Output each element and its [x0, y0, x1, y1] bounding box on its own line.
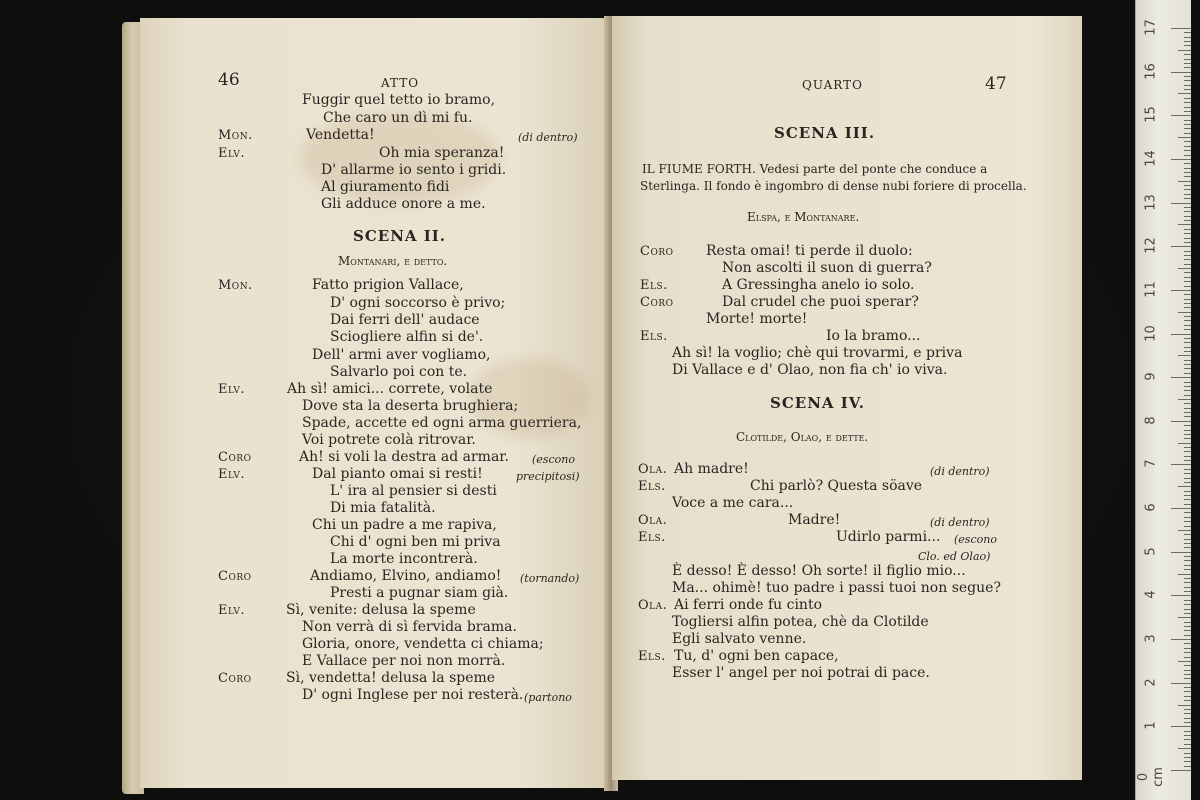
verse-line: Non ascolti il suon di guerra? [722, 260, 932, 276]
ruler-tick [1171, 508, 1191, 509]
ruler-tick [1184, 556, 1191, 557]
ruler-tick [1184, 560, 1191, 561]
ruler-tick [1184, 722, 1191, 723]
scene-characters: Elspa, e Montanare. [747, 210, 860, 224]
speaker-label: Elv. [218, 382, 246, 397]
ruler-tick [1184, 360, 1191, 361]
left-page [140, 18, 610, 788]
ruler-tick [1184, 329, 1191, 330]
verse-line: Gloria, onore, vendetta ci chiama; [302, 636, 544, 652]
ruler-number: 8 [1143, 416, 1159, 425]
ruler-tick [1184, 578, 1191, 579]
ruler-tick [1184, 85, 1191, 86]
ruler-tick [1178, 617, 1191, 618]
ruler-tick [1184, 626, 1191, 627]
ruler-tick [1184, 264, 1191, 265]
verse-line: Non verrà di sì fervida brama. [302, 619, 517, 635]
ruler-tick [1184, 670, 1191, 671]
ruler-tick [1184, 613, 1191, 614]
ruler-number: 13 [1143, 193, 1159, 211]
ruler-tick [1184, 89, 1191, 90]
ruler-tick [1171, 683, 1191, 684]
ruler-tick [1184, 325, 1191, 326]
ruler-number: 7 [1143, 459, 1159, 469]
ruler-tick [1184, 753, 1191, 754]
verse-line: A Gressingha anelo io solo. [722, 277, 915, 293]
ruler-tick [1184, 473, 1191, 474]
ruler-tick [1184, 635, 1191, 636]
stage-direction: (partono [524, 691, 572, 704]
verse-line: Fuggir quel tetto io bramo, [302, 92, 496, 108]
ruler-number: 3 [1143, 634, 1159, 643]
verse-line: Esser l' angel per noi potrai di pace. [672, 665, 930, 681]
ruler-tick [1178, 137, 1191, 138]
ruler-tick [1184, 272, 1191, 273]
speaker-label: Els. [640, 278, 668, 293]
speaker-label: Els. [640, 329, 668, 344]
verse-line: La morte incontrerà. [330, 551, 478, 567]
verse-line: Morte! morte! [706, 311, 808, 327]
ruler-tick [1184, 630, 1191, 631]
ruler-tick [1184, 124, 1191, 125]
ruler-tick [1184, 757, 1191, 758]
ruler-tick [1178, 93, 1191, 94]
ruler-tick [1171, 115, 1191, 116]
ruler-tick [1171, 334, 1191, 335]
ruler-tick [1184, 434, 1191, 435]
ruler-tick [1178, 574, 1191, 575]
ruler-tick [1184, 255, 1191, 256]
ruler-tick [1184, 107, 1191, 108]
verse-line: Dal crudel che puoi sperar? [722, 294, 919, 310]
verse-line: Chi d' ogni ben mi priva [330, 534, 501, 550]
ruler-tick [1178, 268, 1191, 269]
verse-line: Chi parlò? Questa söave [750, 478, 923, 494]
ruler-tick [1184, 59, 1191, 60]
ruler-tick [1184, 316, 1191, 317]
speaker-label: Coro [640, 295, 674, 310]
stage-direction: (tornando) [520, 572, 580, 585]
ruler-tick [1171, 159, 1191, 160]
ruler-tick [1184, 238, 1191, 239]
ruler-tick [1184, 687, 1191, 688]
ruler-tick [1184, 622, 1191, 623]
ruler-tick [1184, 696, 1191, 697]
ruler-tick [1184, 347, 1191, 348]
ruler-tick [1171, 377, 1191, 378]
verse-line: Sì, venite: delusa la speme [286, 602, 476, 618]
ruler-number: 1 [1143, 721, 1159, 730]
right-page [612, 16, 1082, 780]
page-number: 46 [218, 70, 240, 90]
speaker-label: Coro [218, 671, 252, 686]
verse-line: Vendetta! [306, 127, 375, 143]
verse-line: Dai ferri dell' audace [330, 312, 480, 328]
ruler-tick [1184, 526, 1191, 527]
scene-title: SCENA IV. [770, 394, 866, 412]
ruler-tick [1171, 464, 1191, 465]
stage-direction: precipitosi) [516, 470, 580, 483]
ruler-tick [1184, 700, 1191, 701]
stage-direction: (escono [532, 453, 575, 466]
ruler-tick [1171, 28, 1191, 29]
ruler-tick [1178, 530, 1191, 531]
speaker-label: Els. [638, 479, 666, 494]
ruler-tick [1184, 128, 1191, 129]
ruler-tick [1184, 652, 1191, 653]
stage-direction: (di dentro) [930, 465, 990, 478]
verse-line: L' ira al pensier si desti [330, 483, 497, 499]
ruler-tick [1184, 133, 1191, 134]
running-header: QUARTO [802, 78, 863, 92]
stage-direction: (di dentro) [930, 516, 990, 529]
ruler-tick [1184, 294, 1191, 295]
verse-line: Di Vallace e d' Olao, non fia ch' io viva. [672, 362, 948, 378]
speaker-label: Elv. [218, 467, 246, 482]
verse-line: Io la bramo... [826, 328, 921, 344]
ruler-number: 0 cm [1136, 767, 1166, 787]
ruler-tick [1184, 242, 1191, 243]
speaker-label: Ola. [638, 598, 668, 613]
ruler-tick [1184, 63, 1191, 64]
ruler-tick [1184, 342, 1191, 343]
ruler-tick [1184, 604, 1191, 605]
verse-line: Che caro un dì mi fu. [323, 110, 473, 126]
ruler-tick [1184, 259, 1191, 260]
speaker-label: Mon. [218, 278, 253, 293]
ruler-tick [1171, 290, 1191, 291]
ruler-tick [1184, 220, 1191, 221]
verse-line: Dal pianto omai si resti! [312, 466, 483, 482]
ruler-tick [1184, 368, 1191, 369]
ruler-tick [1184, 691, 1191, 692]
ruler-tick [1184, 438, 1191, 439]
ruler-tick [1184, 543, 1191, 544]
verse-line: Andiamo, Elvino, andiamo! [310, 568, 502, 584]
ruler-tick [1184, 67, 1191, 68]
speaker-label: Elv. [218, 146, 246, 161]
ruler-tick [1184, 491, 1191, 492]
ruler-tick [1184, 582, 1191, 583]
verse-line: Dell' armi aver vogliamo, [312, 347, 491, 363]
verse-line: Udirlo parmi... [836, 529, 941, 545]
scene-characters: Montanari, e detto. [338, 254, 448, 268]
ruler-tick [1171, 421, 1191, 422]
ruler-tick [1171, 726, 1191, 727]
ruler-tick [1184, 766, 1191, 767]
ruler-number: 12 [1143, 237, 1159, 255]
ruler-tick [1184, 338, 1191, 339]
ruler-tick [1184, 172, 1191, 173]
ruler-tick [1184, 713, 1191, 714]
ruler-tick [1184, 534, 1191, 535]
ruler-tick [1184, 731, 1191, 732]
ruler-tick [1178, 312, 1191, 313]
ruler-tick [1184, 229, 1191, 230]
ruler-number: 4 [1143, 590, 1159, 600]
ruler-number: 5 [1143, 547, 1159, 556]
scene-description: Sterlinga. Il fondo è ingombro di dense nubi foriere di procella. [640, 179, 1027, 193]
ruler-tick [1184, 189, 1191, 190]
speaker-label: Coro [218, 450, 252, 465]
scene-characters: Clotilde, Olao, e dette. [736, 430, 869, 444]
ruler-tick [1184, 674, 1191, 675]
ruler-number: 10 [1143, 324, 1159, 342]
ruler-tick [1178, 355, 1191, 356]
ruler-tick [1178, 224, 1191, 225]
verse-line: Tu, d' ogni ben capace, [674, 648, 839, 664]
verse-line: D' allarme io sento i gridi. [321, 162, 507, 178]
ruler-tick [1178, 50, 1191, 51]
ruler-tick [1184, 504, 1191, 505]
ruler-tick [1184, 233, 1191, 234]
stage-direction: (escono [954, 533, 997, 546]
ruler-tick [1184, 539, 1191, 540]
ruler-tick [1184, 185, 1191, 186]
ruler-tick [1184, 412, 1191, 413]
ruler-number: 15 [1143, 106, 1159, 124]
ruler-tick [1171, 639, 1191, 640]
ruler-tick [1184, 207, 1191, 208]
ruler-tick [1184, 41, 1191, 42]
verse-line: Ah madre! [674, 461, 749, 477]
ruler-tick [1184, 168, 1191, 169]
speaker-label: Elv. [218, 603, 246, 618]
speaker-label: Ola. [638, 462, 668, 477]
ruler-tick [1178, 486, 1191, 487]
verse-line: Togliersi alfin potea, chè da Clotilde [672, 614, 929, 630]
ruler-tick [1184, 373, 1191, 374]
ruler-tick [1184, 45, 1191, 46]
ruler-tick [1184, 403, 1191, 404]
ruler-tick [1184, 390, 1191, 391]
ruler-tick [1184, 303, 1191, 304]
verse-line: Ah! si voli la destra ad armar. [299, 449, 509, 465]
ruler-tick [1178, 399, 1191, 400]
ruler-tick [1184, 665, 1191, 666]
ruler-tick [1184, 460, 1191, 461]
speaker-label: Els. [638, 649, 666, 664]
verse-line: Voce a me cara... [672, 495, 794, 511]
verse-line: Sciogliere alfin si de'. [330, 329, 484, 345]
speaker-label: Mon. [218, 128, 253, 143]
ruler-number: 11 [1143, 281, 1159, 298]
ruler-tick [1184, 547, 1191, 548]
ruler-tick [1184, 478, 1191, 479]
ruler-tick [1184, 416, 1191, 417]
ruler-tick [1184, 739, 1191, 740]
ruler-tick [1184, 281, 1191, 282]
ruler-tick [1184, 643, 1191, 644]
ruler-tick [1184, 150, 1191, 151]
verse-line: Voi potrete colà ritrovar. [302, 432, 476, 448]
page-number: 47 [985, 74, 1007, 94]
ruler-tick [1184, 386, 1191, 387]
ruler-tick [1184, 456, 1191, 457]
ruler-tick [1184, 648, 1191, 649]
ruler-tick [1184, 495, 1191, 496]
ruler-tick [1184, 299, 1191, 300]
verse-line: Presti a pugnar siam già. [330, 585, 509, 601]
ruler-tick [1184, 194, 1191, 195]
ruler-tick [1171, 203, 1191, 204]
scene-title: SCENA III. [774, 124, 876, 142]
ruler-tick [1184, 709, 1191, 710]
speaker-label: Ola. [638, 513, 668, 528]
ruler-tick [1184, 447, 1191, 448]
ruler-tick [1184, 451, 1191, 452]
ruler-tick [1184, 364, 1191, 365]
verse-line: È desso! È desso! Oh sorte! il figlio mio... [672, 563, 966, 579]
stage-direction: Clo. ed Olao) [918, 550, 991, 563]
ruler-tick [1184, 587, 1191, 588]
scene-description: IL FIUME FORTH. Vedesi parte del ponte che conduce a [642, 162, 988, 176]
ruler-tick [1178, 443, 1191, 444]
ruler-tick [1184, 98, 1191, 99]
ruler-tick [1184, 425, 1191, 426]
ruler-tick [1184, 657, 1191, 658]
ruler-tick [1184, 482, 1191, 483]
ruler-tick [1178, 705, 1191, 706]
verse-line: Ah sì! la voglio; chè qui trovarmi, e priva [672, 345, 963, 361]
verse-line: Dove sta la deserta brughiera; [302, 398, 519, 414]
verse-line: Madre! [788, 512, 841, 528]
verse-line: Ah sì! amici... correte, volate [287, 381, 493, 397]
verse-line: Oh mia speranza! [379, 145, 505, 161]
verse-line: Ma... ohimè! tuo padre i passi tuoi non segue? [672, 580, 1001, 596]
verse-line: Gli adduce onore a me. [321, 196, 486, 212]
verse-line: Ai ferri onde fu cinto [674, 597, 822, 613]
ruler-tick [1178, 661, 1191, 662]
verse-line: Salvarlo poi con te. [330, 364, 468, 380]
ruler-tick [1184, 32, 1191, 33]
ruler-tick [1184, 718, 1191, 719]
ruler-tick [1184, 517, 1191, 518]
ruler-tick [1184, 678, 1191, 679]
ruler-tick [1184, 198, 1191, 199]
ruler-tick [1184, 600, 1191, 601]
speaker-label: Els. [638, 530, 666, 545]
ruler-number: 16 [1143, 62, 1159, 80]
ruler-tick [1184, 216, 1191, 217]
ruler-tick [1171, 246, 1191, 247]
ruler-tick [1184, 430, 1191, 431]
ruler-tick [1184, 277, 1191, 278]
verse-line: Al giuramento fidi [321, 179, 450, 195]
verse-line: Di mia fatalità. [330, 500, 436, 516]
ruler-tick [1184, 307, 1191, 308]
ruler-tick [1184, 761, 1191, 762]
ruler-tick [1171, 552, 1191, 553]
ruler-tick [1171, 595, 1191, 596]
ruler-tick [1184, 163, 1191, 164]
ruler-tick [1184, 735, 1191, 736]
ruler-tick [1184, 80, 1191, 81]
ruler-tick [1184, 395, 1191, 396]
verse-line: Spade, accette ed ogni arma guerriera, [302, 415, 582, 431]
scene-title: SCENA II. [353, 227, 447, 245]
ruler-tick [1184, 591, 1191, 592]
running-header: ATTO [381, 76, 420, 90]
ruler-tick [1178, 181, 1191, 182]
ruler-tick [1184, 111, 1191, 112]
ruler-tick [1184, 609, 1191, 610]
ruler-tick [1184, 37, 1191, 38]
ruler-tick [1184, 512, 1191, 513]
verse-line: Fatto prigion Vallace, [312, 277, 464, 293]
ruler-number: 14 [1143, 150, 1159, 167]
verse-line: E Vallace per noi non morrà. [302, 653, 506, 669]
verse-line: D' ogni Inglese per noi resterà. [302, 687, 524, 703]
ruler-tick [1184, 382, 1191, 383]
ruler-tick [1171, 770, 1191, 771]
ruler-tick [1184, 176, 1191, 177]
verse-line: Resta omai! ti perde il duolo: [706, 243, 913, 259]
ruler-tick [1184, 54, 1191, 55]
verse-line: Sì, vendetta! delusa la speme [286, 670, 496, 686]
ruler-tick [1184, 141, 1191, 142]
ruler-tick [1184, 521, 1191, 522]
ruler-tick [1178, 748, 1191, 749]
measuring-ruler [1135, 0, 1191, 800]
ruler-tick [1184, 211, 1191, 212]
ruler-tick [1184, 408, 1191, 409]
verse-line: Egli salvato venne. [672, 631, 807, 647]
verse-line: D' ogni soccorso è privo; [330, 295, 506, 311]
ruler-tick [1184, 251, 1191, 252]
ruler-number: 6 [1143, 503, 1159, 512]
ruler-tick [1184, 320, 1191, 321]
stage-direction: (di dentro) [518, 131, 578, 144]
ruler-tick [1184, 565, 1191, 566]
ruler-tick [1184, 499, 1191, 500]
ruler-tick [1171, 72, 1191, 73]
ruler-tick [1184, 76, 1191, 77]
ruler-tick [1184, 155, 1191, 156]
ruler-tick [1184, 569, 1191, 570]
ruler-tick [1184, 146, 1191, 147]
ruler-tick [1184, 351, 1191, 352]
ruler-tick [1184, 120, 1191, 121]
ruler-number: 17 [1143, 19, 1159, 36]
speaker-label: Coro [218, 569, 252, 584]
ruler-tick [1184, 744, 1191, 745]
ruler-tick [1184, 102, 1191, 103]
ruler-tick [1184, 469, 1191, 470]
ruler-number: 2 [1143, 678, 1159, 687]
ruler-tick [1184, 286, 1191, 287]
verse-line: Chi un padre a me rapiva, [312, 517, 497, 533]
ruler-number: 9 [1143, 372, 1159, 381]
speaker-label: Coro [640, 244, 674, 259]
